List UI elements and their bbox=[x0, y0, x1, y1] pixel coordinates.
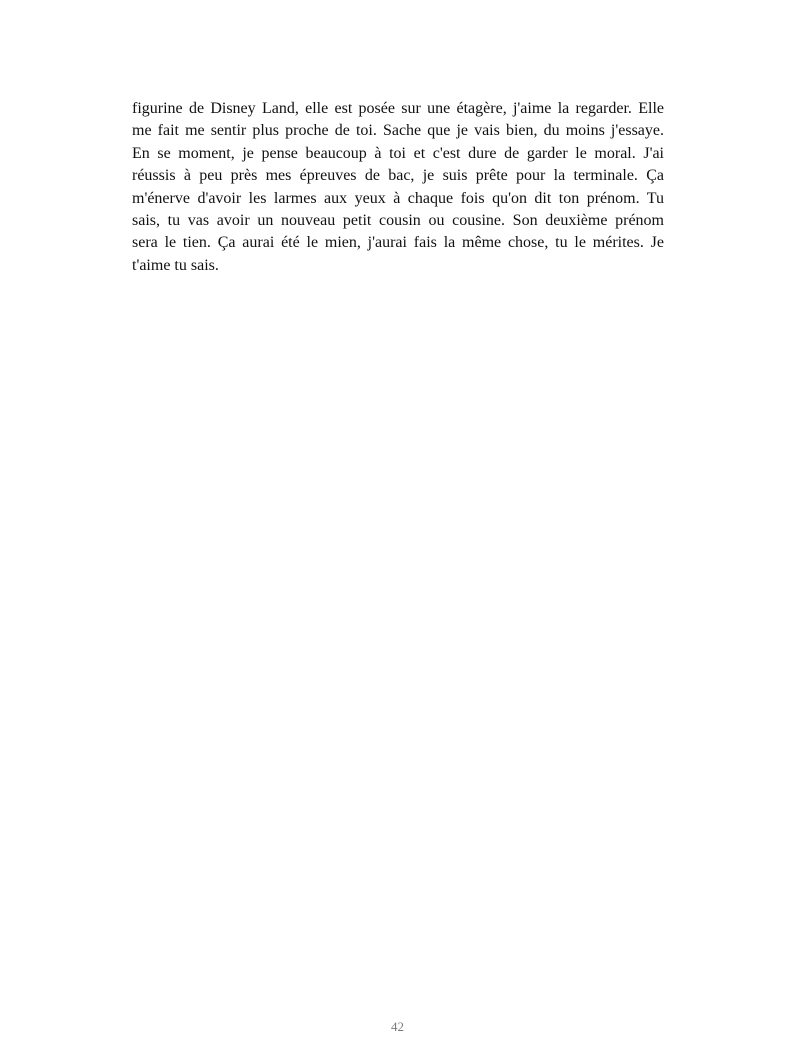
text-line-4: réussis à peu près mes épreuves de bac, je suis prête pour la terminale. Ça bbox=[132, 167, 664, 185]
text-line-8: t'aime tu sais. bbox=[132, 256, 219, 274]
page-number: 42 bbox=[391, 1019, 404, 1034]
text-line-2: me fait me sentir plus proche de toi. Sache que je vais bien, du moins j'essaye. bbox=[132, 122, 664, 140]
text-line-7: sera le tien. Ça aurai été le mien, j'aurai fais la même chose, tu le mérites. Je bbox=[132, 234, 664, 252]
text-line-3: En se moment, je pense beaucoup à toi et c'est dure de garder le moral. J'ai bbox=[132, 144, 664, 162]
body-paragraph bbox=[132, 98, 664, 277]
text-line-1: figurine de Disney Land, elle est posée sur une étagère, j'aime la regarder. Elle bbox=[132, 100, 664, 117]
text-line-5: m'énerve d'avoir les larmes aux yeux à chaque fois qu'on dit ton prénom. Tu bbox=[132, 189, 664, 207]
text-line-6: sais, tu vas avoir un nouveau petit cousin ou cousine. Son deuxième prénom bbox=[132, 211, 664, 229]
